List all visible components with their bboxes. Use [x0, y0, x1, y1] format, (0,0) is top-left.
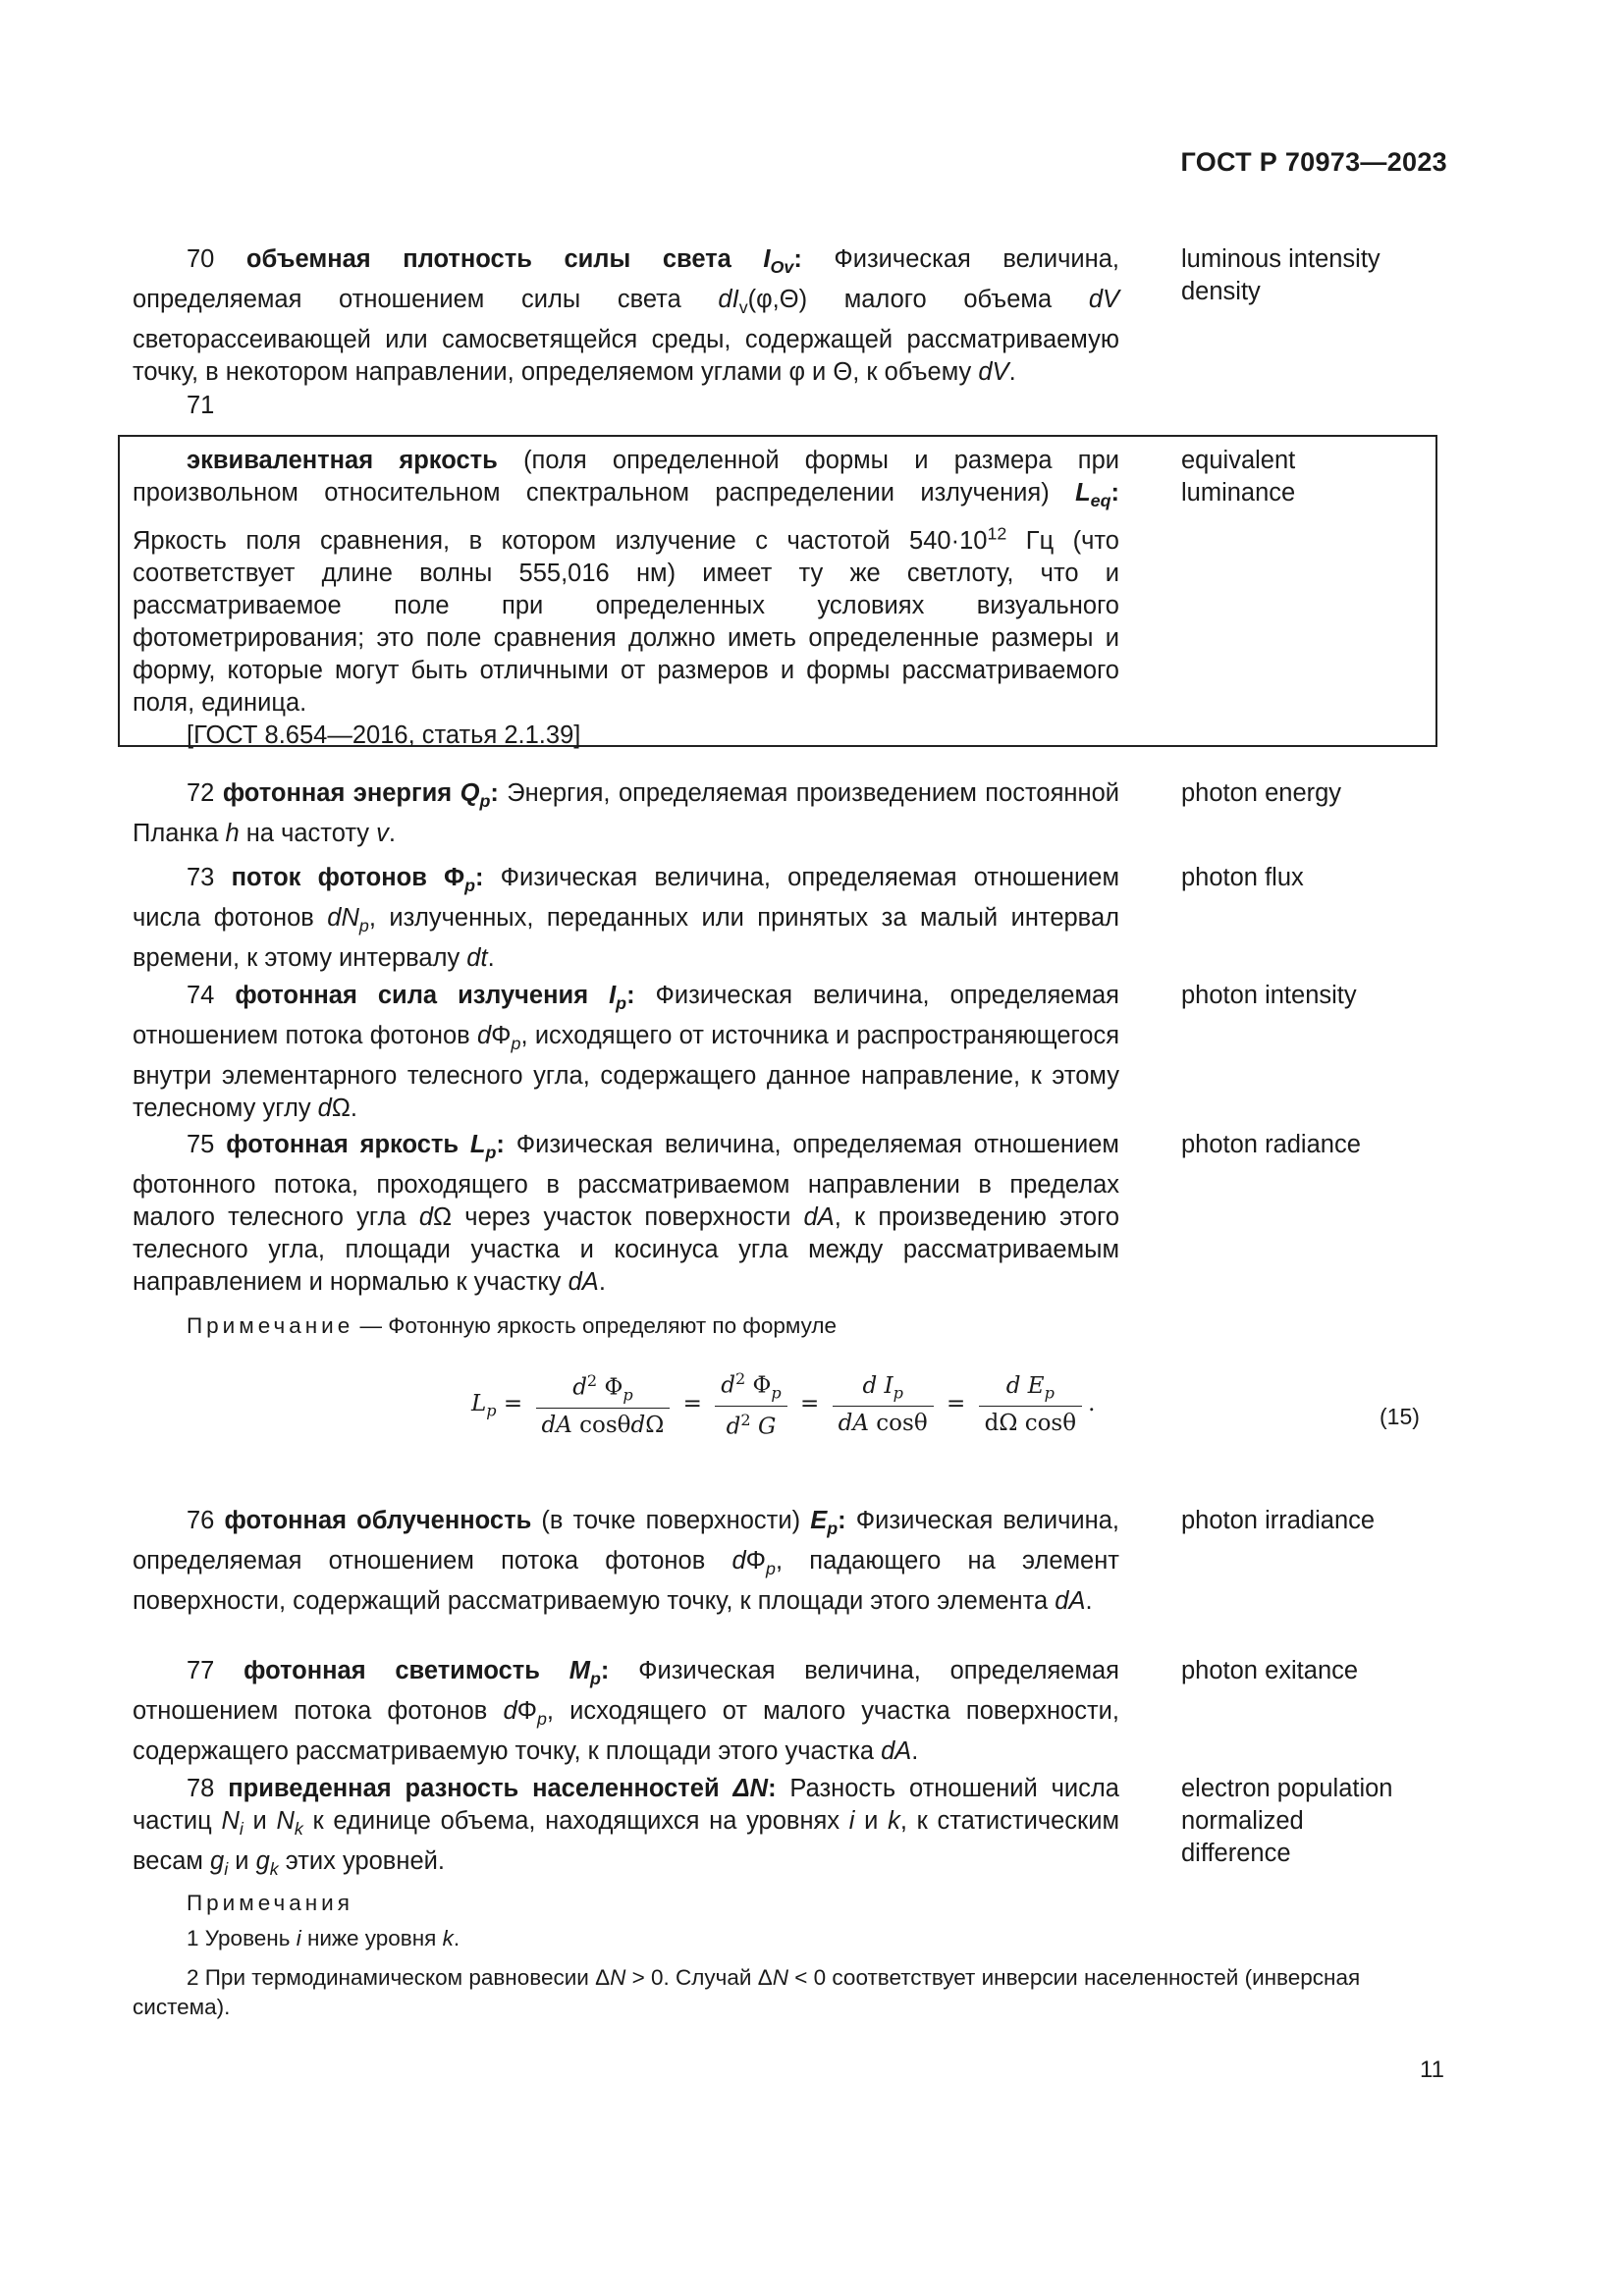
- formula-15: $L_p$ = $\frac{d^2 \Phi_p}{\text{dA cosθdΩ}}$ = $\frac{d^2 \Phi_p}{d^2 G}$ = $\frac{d I_p}{\text{dA cosθ}}$ = $\frac{d E_p}{\text{dΩ cosθ}}$ .: [471, 1369, 1096, 1440]
- entry-71: эквивалентная яркость (поля определенной формы и размера при произвольном относительном спектральном распределении излучения) $L_{eq}$: Яркость поля сравнения, в котором излучение с частотой $540\cdot 10^{12}$ Гц (что соответствует длине волны 555,016 нм) имеет ту же светлоту, что и рассматриваемое поле при определенных условиях визуального фотометрирования; это поле сравнения должно иметь определенные размеры и форму, которые могут быть отличными от размеров и формы рассматриваемого поля, единица. [ГОСТ 8.654—2016, статья 2.1.39]: [133, 445, 1119, 752]
- entry-74: 74 фотонная сила излучения $I_p$: Физическая величина, определяемая отношением потока фотонов $d\Phi_p$, исходящего от источника и распространяющегося внутри элементарного телесного угла, содержащего данное направление, к этому телесному углу dΩ.: [133, 982, 1119, 1123]
- en-term-76: photon irradiance: [1181, 1507, 1376, 1534]
- term-70: объемная плотность силы света: [245, 245, 731, 273]
- entry-76: 76 фотонная облученность (в точке поверхности) $E_p$: Физическая величина, определяемая отношением потока фотонов $d\Phi_p$, падающего на элемент поверхности, содержащий рассматриваемую точку, к площади этого элемента dA.: [133, 1507, 1119, 1616]
- note-78-2: 2 При термодинамическом равновесии ΔN > 0. Случай ΔN < 0 соответствует инверсии населенностей (инверсная система).: [133, 1965, 1361, 2019]
- page-number: 11: [1420, 2056, 1444, 2083]
- en-term-75: photon radiance: [1181, 1131, 1361, 1158]
- entry-77: 77 фотонная светимость $M_p$: Физическая величина, определяемая отношением потока фотонов $d\Phi_p$, исходящего от малого участка поверхности, содержащего рассматриваемую точку, к площади этого участка dA.: [133, 1657, 1119, 1766]
- term-75: фотонная яркость: [226, 1131, 460, 1158]
- note-75: Примечание — Фотонную яркость определяют по формуле: [187, 1313, 837, 1338]
- entry-70: 70 объемная плотность силы света $I_{Ov}$: Физическая величина, определяемая отношением силы света $dI_v(\varphi,\Theta)$ малого объема dV светорассеивающей или самосветящейся среды, содержащей рассматриваемую точку, в некотором направлении, определяемом углами φ и Θ, к объему dV.: [133, 245, 1120, 387]
- en-term-72: photon energy: [1181, 779, 1342, 807]
- term-72: фотонная энергия: [222, 779, 453, 807]
- en-term-77: photon exitance: [1181, 1657, 1359, 1684]
- definition-70: Физическая величина, определяемая отношением силы света $dI_v(\varphi,\Theta)$ малого объема dV светорассеивающей или самосветящейся среды, содержащей рассматриваемую точку, в некотором направлении, определяемом углами φ и Θ, к объему dV.: [133, 245, 1120, 387]
- entry-72: 72 фотонная энергия $Q_p$: Энергия, определяемая произведением постоянной Планка h на частоту v.: [133, 779, 1119, 848]
- formula-number: (15): [1380, 1404, 1420, 1429]
- en-term-73: photon flux: [1181, 864, 1304, 891]
- term-77: фотонная светимость: [244, 1657, 540, 1684]
- term-74: фотонная сила излучения: [235, 982, 589, 1009]
- entry-78: 78 приведенная разность населенностей ΔN: Разность отношений числа частиц $N_i$ и $N_k$ к единице объема, находящихся на уровнях i и k, к статистическим весам $g_i$ и $g_k$ этих уровней.: [133, 1775, 1119, 1880]
- term-73: поток фотонов: [231, 864, 427, 891]
- en-term-71: equivalent luminance: [1181, 447, 1296, 507]
- entry-71-number: 71: [187, 392, 215, 419]
- source-71: [ГОСТ 8.654—2016, статья 2.1.39]: [187, 721, 581, 749]
- entry-73: 73 поток фотонов $\Phi_p$: Физическая величина, определяемая отношением числа фотонов $dN_p$, излученных, переданных или принятых за малый интервал времени, к этому интервалу dt.: [133, 864, 1120, 973]
- standard-header: ГОСТ Р 70973—2023: [1180, 147, 1447, 177]
- note-78-1: 1 Уровень i ниже уровня k.: [187, 1926, 460, 1950]
- term-76: фотонная облученность: [224, 1507, 532, 1534]
- definition-71: Яркость поля сравнения, в котором излучение с частотой $540\cdot 10^{12}$ Гц (что соответствует длине волны 555,016 нм) имеет ту же светлоту, что и рассматриваемое поле при определенных условиях визуального фотометрирования; это поле сравнения должно иметь определенные размеры и форму, которые могут быть отличными от размеров и формы рассматриваемого поля, единица.: [133, 523, 1119, 717]
- term-71: эквивалентная яркость: [187, 447, 498, 474]
- en-term-74: photon intensity: [1181, 982, 1357, 1009]
- en-term-70: luminous intensity density: [1181, 245, 1380, 305]
- en-term-78: electron population normalized difference: [1181, 1775, 1393, 1867]
- entry-75: 75 фотонная яркость $L_p$: Физическая величина, определяемая отношением фотонного потока, проходящего в рассматриваемом направлении в пределах малого телесного угла dΩ через участок поверхности dA, к произведению этого телесного угла, площади участка и косинуса угла между рассматриваемым направлением и нормалью к участку dA.: [133, 1131, 1120, 1297]
- notes-heading-78: Примечания: [187, 1891, 353, 1915]
- term-78: приведенная разность населенностей: [228, 1775, 720, 1802]
